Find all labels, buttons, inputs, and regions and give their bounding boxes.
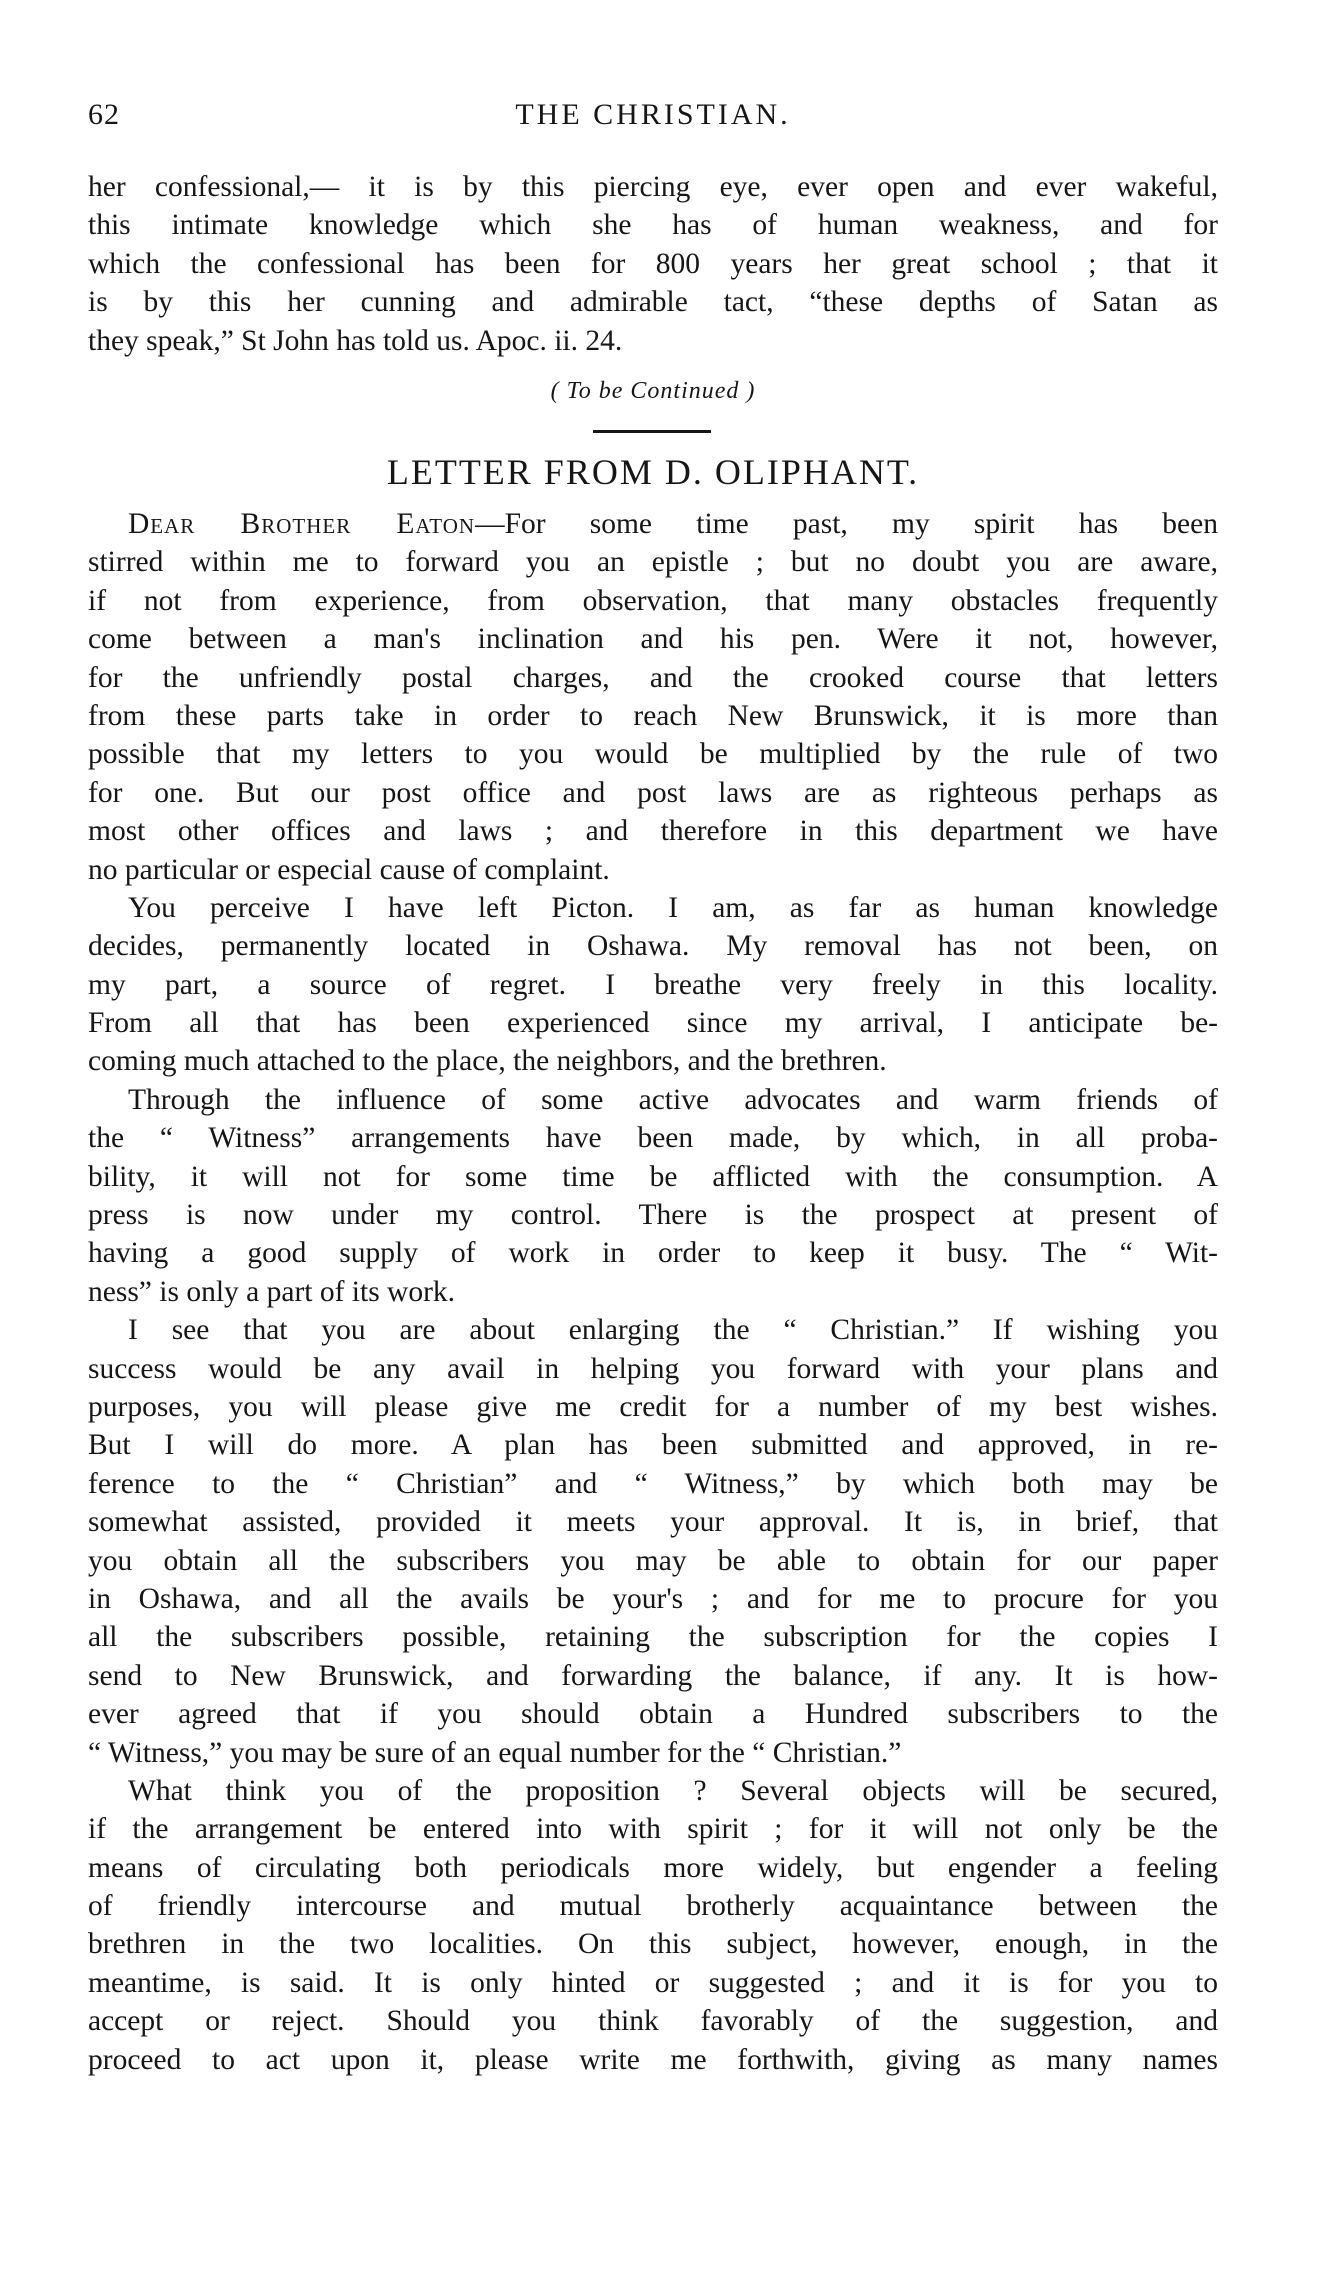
text-line: possible that my letters to you would be multiplied by the rule of two bbox=[88, 738, 1218, 771]
text-line: meantime, is said. It is only hinted or suggested ; and it is for you to bbox=[88, 1966, 1218, 1999]
text-line: success would be any avail in helping you forward with your plans and bbox=[88, 1352, 1218, 1385]
text-line: proceed to act upon it, please write me forthwith, giving as many names bbox=[88, 2043, 1218, 2076]
text-line: press is now under my control. There is the prospect at present of bbox=[88, 1199, 1218, 1232]
text-line: But I will do more. A plan has been submitted and approved, in re- bbox=[88, 1429, 1218, 1462]
text-line: send to New Brunswick, and forwarding the balance, if any. It is how- bbox=[88, 1659, 1218, 1692]
text-line: ness” is only a part of its work. bbox=[88, 1275, 456, 1308]
to-be-continued-note: ( To be Continued ) bbox=[550, 378, 756, 404]
text-line: What think you of the proposition ? Several objects will be secured, bbox=[128, 1774, 1218, 1807]
text-line: of friendly intercourse and mutual brotherly acquaintance between the bbox=[88, 1890, 1218, 1923]
text-line: accept or reject. Should you think favorably of the suggestion, and bbox=[88, 2005, 1218, 2038]
text-line: no particular or especial cause of complaint. bbox=[88, 853, 610, 886]
text-line: my part, a source of regret. I breathe very freely in this locality. bbox=[88, 968, 1218, 1001]
text-line: ever agreed that if you should obtain a Hundred subscribers to the bbox=[88, 1698, 1218, 1731]
text-line: From all that has been experienced since my arrival, I anticipate be- bbox=[88, 1007, 1218, 1040]
text-line: coming much attached to the place, the neighbors, and the brethren. bbox=[88, 1045, 887, 1078]
letter-body bbox=[88, 505, 1218, 2079]
journal-title: THE CHRISTIAN. bbox=[515, 98, 791, 131]
text-line: the “ Witness” arrangements have been made, by which, in all proba- bbox=[88, 1122, 1218, 1155]
continued-article-text bbox=[88, 168, 1218, 360]
text-line: her confessional,— it is by this piercing eye, ever open and ever wakeful, bbox=[88, 171, 1218, 203]
section-divider bbox=[593, 430, 711, 433]
text-line: they speak,” St John has told us. Apoc. ii. 24. bbox=[88, 324, 623, 357]
text-line: if not from experience, from observation, that many obstacles frequently bbox=[88, 584, 1218, 617]
text-line: You perceive I have left Picton. I am, as far as human knowledge bbox=[128, 891, 1218, 924]
book-page bbox=[88, 0, 1218, 2296]
text-line: for one. But our post office and post laws are as righteous perhaps as bbox=[88, 776, 1218, 809]
text-line: means of circulating both periodicals more widely, but engender a feeling bbox=[88, 1851, 1218, 1884]
text-line: Through the influence of some active advocates and warm friends of bbox=[128, 1083, 1218, 1116]
text-line: all the subscribers possible, retaining the subscription for the copies I bbox=[88, 1621, 1218, 1654]
salutation-continuation: —For some time past, my spirit has been bbox=[475, 508, 1218, 540]
text-line: “ Witness,” you may be sure of an equal number for the “ Christian.” bbox=[88, 1736, 902, 1769]
text-line: ference to the “ Christian” and “ Witness,” by which both may be bbox=[88, 1467, 1218, 1500]
text-line: from these parts take in order to reach New Brunswick, it is more than bbox=[88, 699, 1218, 732]
running-head bbox=[88, 98, 1218, 138]
text-line: decides, permanently located in Oshawa. My removal has not been, on bbox=[88, 930, 1218, 963]
text-line: in Oshawa, and all the avails be your's ; and for me to procure for you bbox=[88, 1582, 1218, 1615]
text-line: is by this her cunning and admirable tact, “these depths of Satan as bbox=[88, 286, 1218, 319]
letter-heading: LETTER FROM D. OLIPHANT. bbox=[386, 452, 920, 492]
text-line: you obtain all the subscribers you may be able to obtain for our paper bbox=[88, 1544, 1218, 1577]
text-line: bility, it will not for some time be afflicted with the consumption. A bbox=[88, 1160, 1218, 1193]
text-line: for the unfriendly postal charges, and the crooked course that letters bbox=[88, 661, 1218, 694]
text-line: brethren in the two localities. On this subject, however, enough, in the bbox=[88, 1928, 1218, 1961]
text-line: I see that you are about enlarging the “ Christian.” If wishing you bbox=[128, 1314, 1218, 1347]
text-line: most other offices and laws ; and therefore in this department we have bbox=[88, 815, 1218, 848]
text-line: this intimate knowledge which she has of human weakness, and for bbox=[88, 209, 1218, 242]
text-line bbox=[88, 505, 1218, 543]
text-line: somewhat assisted, provided it meets your approval. It is, in brief, that bbox=[88, 1506, 1218, 1539]
text-line: having a good supply of work in order to keep it busy. The “ Wit- bbox=[88, 1237, 1218, 1270]
text-line: come between a man's inclination and his pen. Were it not, however, bbox=[88, 623, 1218, 656]
text-line: which the confessional has been for 800 years her great school ; that it bbox=[88, 247, 1218, 280]
salutation: Dear Brother Eaton bbox=[128, 508, 476, 540]
page-number: 62 bbox=[88, 98, 120, 131]
text-line: purposes, you will please give me credit for a number of my best wishes. bbox=[88, 1390, 1218, 1423]
text-line: if the arrangement be entered into with spirit ; for it will not only be the bbox=[88, 1813, 1218, 1846]
text-line: stirred within me to forward you an epistle ; but no doubt you are aware, bbox=[88, 546, 1218, 579]
